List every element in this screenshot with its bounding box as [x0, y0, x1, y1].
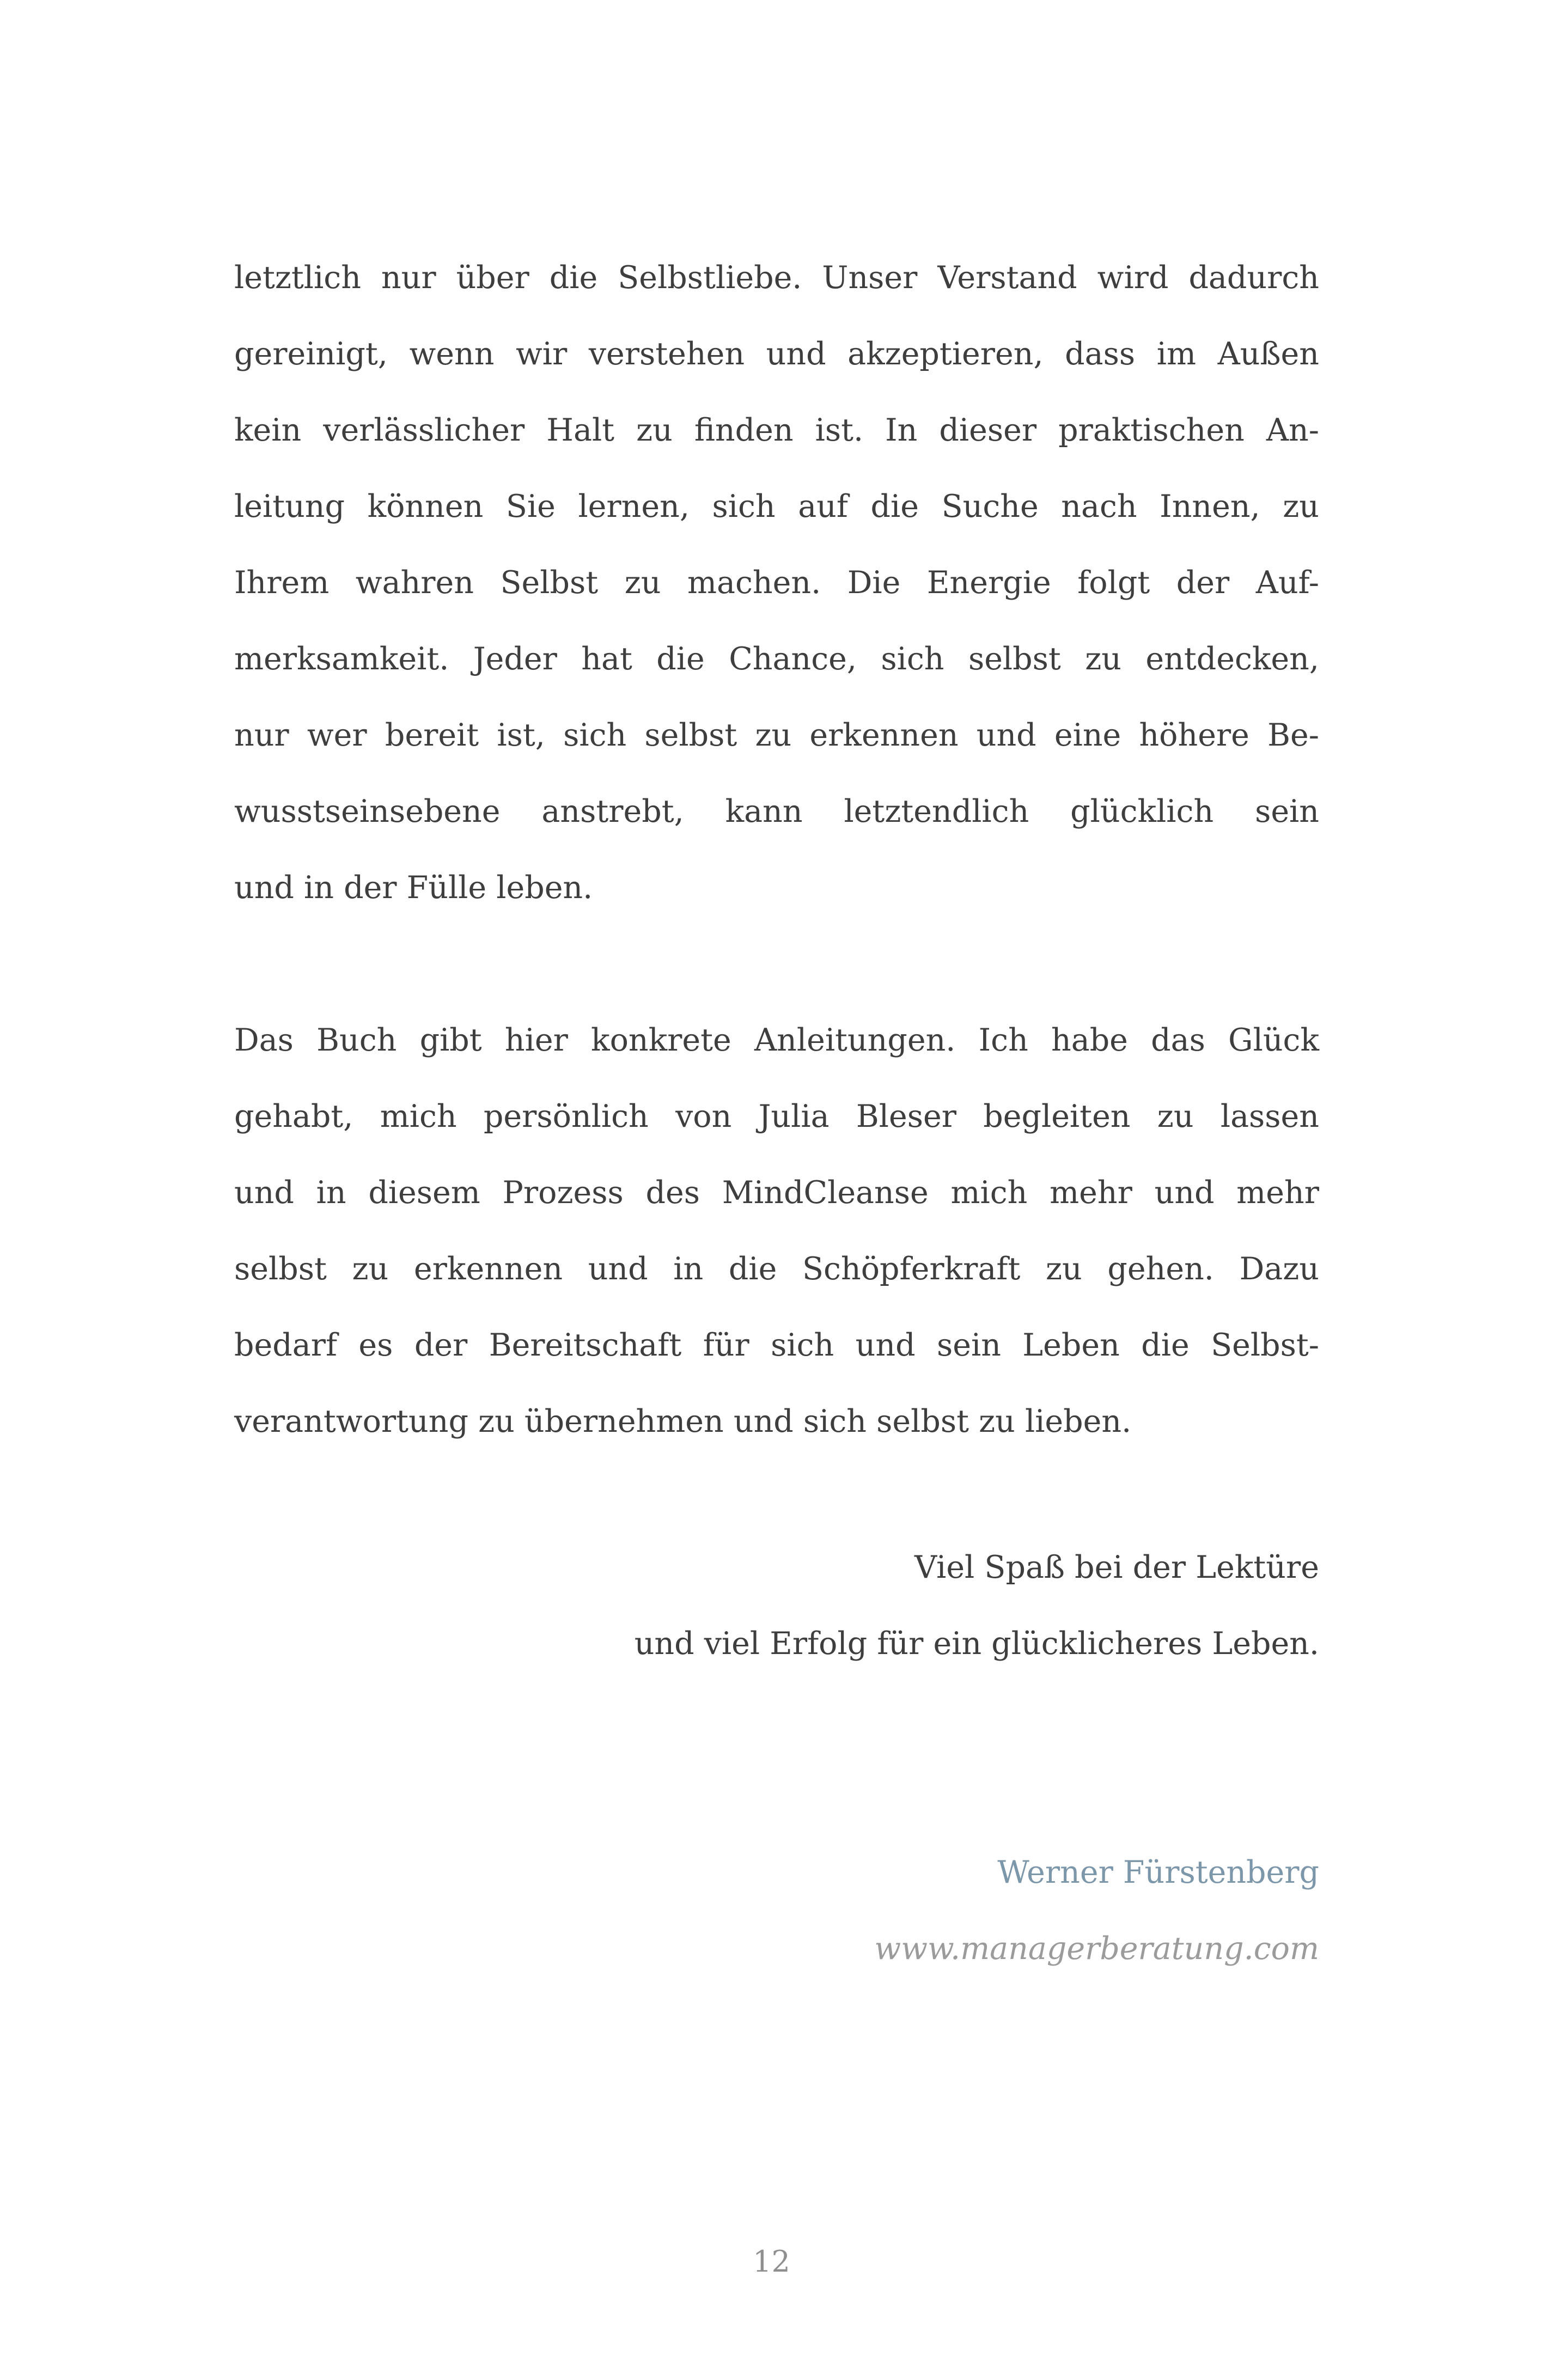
text-line: und in diesem Prozess des MindCleanse mich mehr und mehr: [234, 1175, 1319, 1211]
website-url: www.managerberatung.com: [874, 1931, 1319, 1967]
page-number: 12: [753, 2244, 790, 2279]
text-block: [234, 240, 1319, 1987]
text-line: gereinigt, wenn wir verstehen und akzeptieren, dass im Außen: [234, 336, 1319, 372]
text-line: wusstseinsebene anstrebt, kann letztendlich glücklich sein: [234, 794, 1319, 829]
text-line: kein verlässlicher Halt zu finden ist. In dieser praktischen An-: [234, 412, 1319, 448]
text-line: Ihrem wahren Selbst zu machen. Die Energie folgt der Auf-: [234, 565, 1319, 601]
text-line: gehabt, mich persönlich von Julia Bleser begleiten zu lassen: [234, 1099, 1319, 1134]
text-line: Das Buch gibt hier konkrete Anleitungen. Ich habe das Glück: [234, 1022, 1319, 1058]
text-line: nur wer bereit ist, sich selbst zu erkennen und eine höhere Be-: [234, 717, 1319, 753]
text-line: und in der Fülle leben.: [234, 870, 593, 906]
paragraph-2: [234, 1002, 1319, 1460]
signature-block: [234, 1834, 1319, 1987]
text-line: letztlich nur über die Selbstliebe. Unser Verstand wird dadurch: [234, 260, 1319, 296]
text-line: leitung können Sie lernen, sich auf die Suche nach Innen, zu: [234, 489, 1319, 524]
author-name: Werner Fürstenberg: [997, 1854, 1319, 1890]
text-line: verantwortung zu übernehmen und sich selbst zu lieben.: [234, 1403, 1132, 1439]
closing-line: und viel Erfolg für ein glücklicheres Leben.: [634, 1626, 1319, 1662]
closing-line: Viel Spaß bei der Lektüre: [914, 1549, 1319, 1585]
text-line: selbst zu erkennen und in die Schöpferkraft zu gehen. Dazu: [234, 1251, 1319, 1287]
closing-lines: [234, 1529, 1319, 1682]
text-line: bedarf es der Bereitschaft für sich und sein Leben die Selbst-: [234, 1327, 1319, 1363]
paragraph-1: [234, 240, 1319, 926]
text-line: merksamkeit. Jeder hat die Chance, sich selbst zu entdecken,: [234, 641, 1319, 677]
